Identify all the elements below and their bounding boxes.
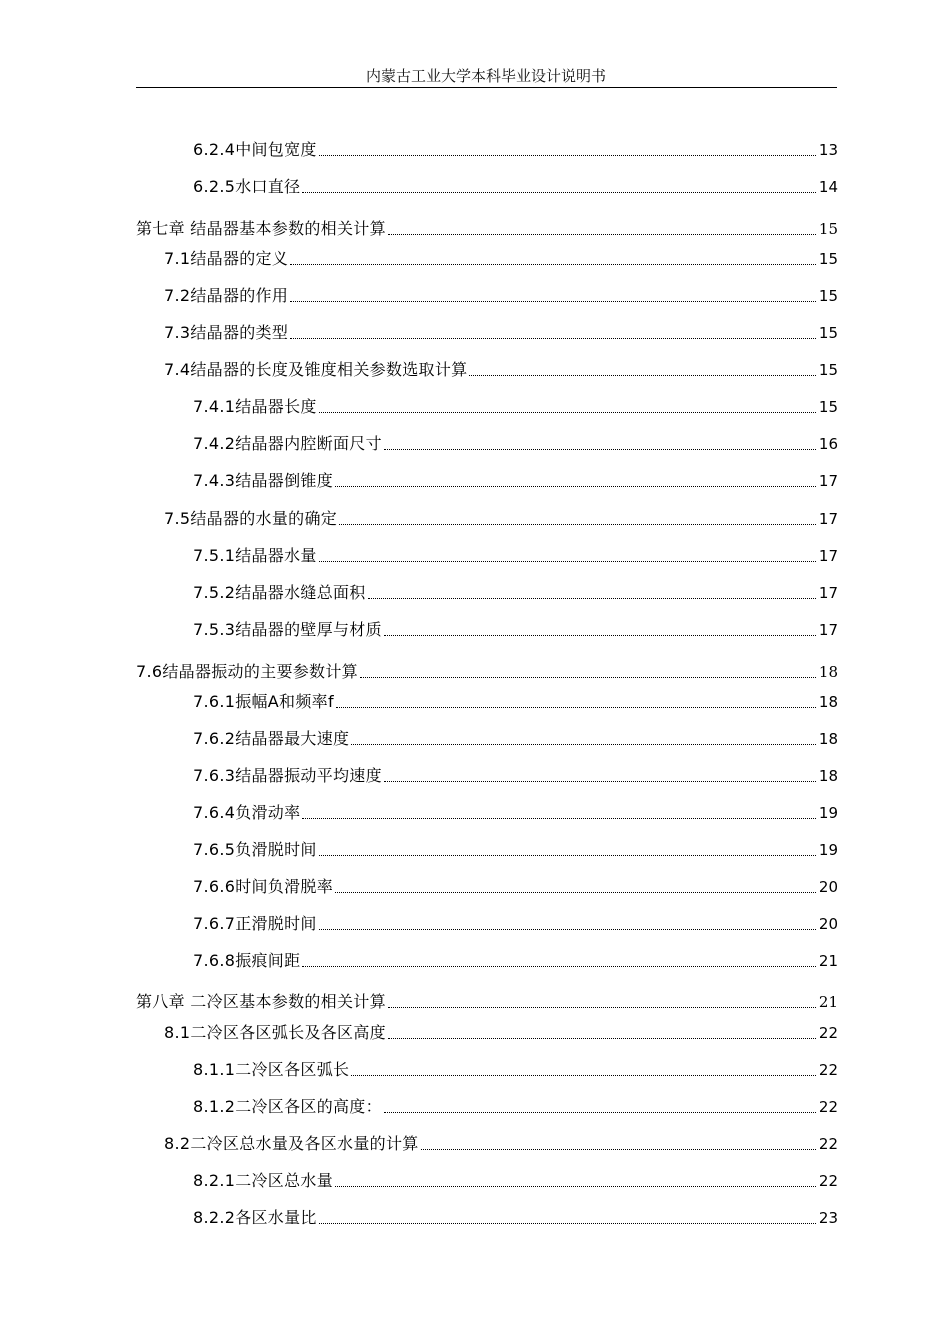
toc-entry[interactable] bbox=[0, 689, 838, 713]
toc-entry[interactable] bbox=[0, 1020, 838, 1044]
toc-page-number: 21 bbox=[818, 993, 838, 1011]
toc-chapter-entry[interactable] bbox=[0, 989, 838, 1013]
toc-page-number: 18 bbox=[818, 767, 838, 785]
toc-entry-label: 7.4结晶器的长度及锥度相关参数选取计算 bbox=[164, 360, 468, 379]
toc-leader-dots bbox=[336, 707, 816, 708]
toc-entry[interactable] bbox=[0, 800, 838, 824]
toc-page-number: 22 bbox=[818, 1172, 838, 1190]
toc-page-number: 15 bbox=[818, 250, 838, 268]
toc-entry-label: 7.5.2结晶器水缝总面积 bbox=[193, 583, 366, 602]
toc-leader-dots bbox=[351, 744, 816, 745]
toc-leader-dots bbox=[335, 892, 816, 893]
toc-page-number: 15 bbox=[818, 287, 838, 305]
toc-entry-label: 7.6.3结晶器振动平均速度 bbox=[193, 766, 382, 785]
toc-entry[interactable] bbox=[0, 394, 838, 418]
toc-page-number: 16 bbox=[818, 435, 838, 453]
toc-page-number: 23 bbox=[818, 1209, 838, 1227]
toc-entry-label: 8.1.1二冷区各区弧长 bbox=[193, 1060, 350, 1079]
toc-entry[interactable] bbox=[0, 1131, 838, 1155]
toc-entry[interactable] bbox=[0, 617, 838, 641]
toc-page-number: 22 bbox=[818, 1135, 838, 1153]
toc-entry[interactable] bbox=[0, 543, 838, 567]
toc-page-number: 22 bbox=[818, 1061, 838, 1079]
toc-page-number: 18 bbox=[818, 693, 838, 711]
toc-entry[interactable] bbox=[0, 283, 838, 307]
toc-entry-label: 8.2二冷区总水量及各区水量的计算 bbox=[164, 1134, 419, 1153]
toc-entry[interactable] bbox=[0, 1057, 838, 1081]
toc-leader-dots bbox=[360, 677, 816, 678]
toc-entry[interactable] bbox=[0, 246, 838, 270]
toc-entry[interactable] bbox=[0, 357, 838, 381]
toc-page-number: 20 bbox=[818, 878, 838, 896]
toc-entry-label: 7.6.1振幅A和频率f bbox=[193, 692, 334, 711]
toc-entry-label: 第八章 二冷区基本参数的相关计算 bbox=[136, 992, 386, 1011]
toc-leader-dots bbox=[302, 966, 816, 967]
toc-entry[interactable] bbox=[0, 174, 838, 198]
toc-leader-dots bbox=[319, 1223, 816, 1224]
toc-leader-dots bbox=[384, 635, 816, 636]
toc-entry-label: 7.2结晶器的作用 bbox=[164, 286, 289, 305]
toc-leader-dots bbox=[290, 338, 816, 339]
toc-entry-label: 7.3结晶器的类型 bbox=[164, 323, 289, 342]
toc-leader-dots bbox=[469, 375, 816, 376]
toc-entry-label: 7.6.7正滑脱时间 bbox=[193, 914, 317, 933]
toc-entry[interactable] bbox=[0, 1205, 838, 1229]
toc-leader-dots bbox=[388, 1038, 816, 1039]
toc-entry[interactable] bbox=[0, 911, 838, 935]
toc-leader-dots bbox=[319, 929, 816, 930]
toc-page-number: 18 bbox=[818, 663, 838, 681]
toc-page-number: 19 bbox=[818, 804, 838, 822]
toc-leader-dots bbox=[388, 234, 816, 235]
toc-page-number: 13 bbox=[818, 141, 838, 159]
toc-page-number: 22 bbox=[818, 1098, 838, 1116]
toc-entry-label: 6.2.4中间包宽度 bbox=[193, 140, 317, 159]
toc-leader-dots bbox=[388, 1007, 816, 1008]
toc-entry-label: 7.5结晶器的水量的确定 bbox=[164, 509, 338, 528]
toc-entry[interactable] bbox=[0, 659, 838, 683]
toc-page-number: 15 bbox=[818, 361, 838, 379]
toc-leader-dots bbox=[290, 264, 816, 265]
toc-entry-label: 7.4.2结晶器内腔断面尺寸 bbox=[193, 434, 382, 453]
header-rule bbox=[136, 87, 837, 88]
page-header-title: 内蒙古工业大学本科毕业设计说明书 bbox=[365, 67, 606, 85]
toc-entry-label: 7.6.8振痕间距 bbox=[193, 951, 301, 970]
toc-page-number: 22 bbox=[818, 1024, 838, 1042]
toc-page-number: 17 bbox=[818, 510, 838, 528]
toc-leader-dots bbox=[319, 561, 816, 562]
toc-entry[interactable] bbox=[0, 320, 838, 344]
toc-leader-dots bbox=[302, 192, 816, 193]
toc-entry[interactable] bbox=[0, 431, 838, 455]
toc-entry-label: 7.6.2结晶器最大速度 bbox=[193, 729, 350, 748]
toc-page-number: 17 bbox=[818, 472, 838, 490]
toc-page-number: 20 bbox=[818, 915, 838, 933]
toc-leader-dots bbox=[384, 781, 816, 782]
toc-entry-label: 6.2.5水口直径 bbox=[193, 177, 301, 196]
toc-leader-dots bbox=[335, 1186, 816, 1187]
toc-leader-dots bbox=[384, 1112, 816, 1113]
toc-entry[interactable] bbox=[0, 137, 838, 161]
toc-page-number: 18 bbox=[818, 730, 838, 748]
toc-page-number: 17 bbox=[818, 547, 838, 565]
toc-leader-dots bbox=[302, 818, 816, 819]
toc-leader-dots bbox=[351, 1075, 816, 1076]
toc-page-number: 15 bbox=[818, 398, 838, 416]
toc-chapter-entry[interactable] bbox=[0, 216, 838, 240]
toc-entry[interactable] bbox=[0, 1094, 838, 1118]
toc-page-number: 17 bbox=[818, 621, 838, 639]
toc-page-number: 15 bbox=[818, 220, 838, 238]
toc-page-number: 17 bbox=[818, 584, 838, 602]
toc-page-number: 19 bbox=[818, 841, 838, 859]
toc-entry-label: 7.6结晶器振动的主要参数计算 bbox=[136, 662, 358, 681]
toc-leader-dots bbox=[384, 449, 816, 450]
toc-leader-dots bbox=[319, 155, 816, 156]
toc-entry[interactable] bbox=[0, 763, 838, 787]
toc-entry-label: 7.6.5负滑脱时间 bbox=[193, 840, 317, 859]
toc-entry[interactable] bbox=[0, 948, 838, 972]
toc-leader-dots bbox=[339, 524, 816, 525]
toc-leader-dots bbox=[319, 855, 816, 856]
toc-leader-dots bbox=[290, 301, 816, 302]
toc-entry[interactable] bbox=[0, 726, 838, 750]
toc-entry[interactable] bbox=[0, 580, 838, 604]
toc-leader-dots bbox=[335, 486, 816, 487]
toc-entry-label: 7.4.1结晶器长度 bbox=[193, 397, 317, 416]
toc-entry[interactable] bbox=[0, 506, 838, 530]
toc-leader-dots bbox=[368, 598, 816, 599]
toc-leader-dots bbox=[319, 412, 816, 413]
toc-entry-label: 8.1二冷区各区弧长及各区高度 bbox=[164, 1023, 386, 1042]
toc-entry-label: 7.4.3结晶器倒锥度 bbox=[193, 471, 334, 490]
toc-entry-label: 7.5.1结晶器水量 bbox=[193, 546, 317, 565]
toc-entry-label: 7.5.3结晶器的壁厚与材质 bbox=[193, 620, 382, 639]
toc-entry-label: 第七章 结晶器基本参数的相关计算 bbox=[136, 219, 386, 238]
toc-entry[interactable] bbox=[0, 837, 838, 861]
toc-entry[interactable] bbox=[0, 1168, 838, 1192]
toc-entry-label: 7.6.4负滑动率 bbox=[193, 803, 301, 822]
toc-entry-label: 8.2.2各区水量比 bbox=[193, 1208, 317, 1227]
toc-entry-label: 7.1结晶器的定义 bbox=[164, 249, 289, 268]
toc-entry[interactable] bbox=[0, 468, 838, 492]
toc-page-number: 21 bbox=[818, 952, 838, 970]
toc-leader-dots bbox=[421, 1149, 816, 1150]
toc-entry-label: 7.6.6时间负滑脱率 bbox=[193, 877, 334, 896]
toc-page-number: 14 bbox=[818, 178, 838, 196]
toc-entry-label: 8.1.2二冷区各区的高度： bbox=[193, 1097, 382, 1116]
toc-entry[interactable] bbox=[0, 874, 838, 898]
toc-page-number: 15 bbox=[818, 324, 838, 342]
toc-entry-label: 8.2.1二冷区总水量 bbox=[193, 1171, 334, 1190]
